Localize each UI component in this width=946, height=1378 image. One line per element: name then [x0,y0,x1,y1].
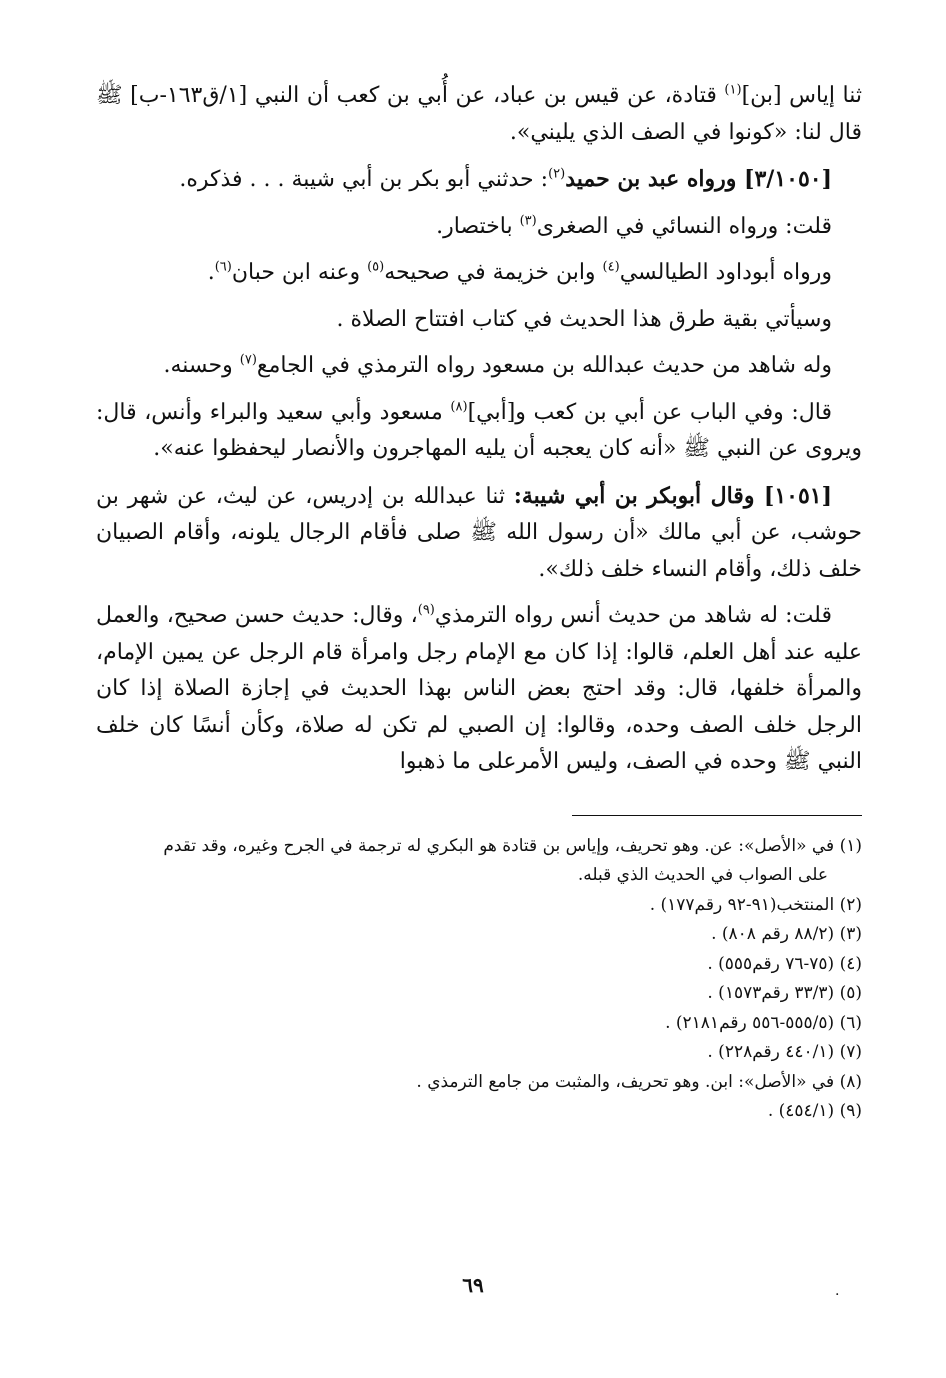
footnotes [96,832,862,1127]
text-run: ، وقال: حديث حسن صحيح، والعمل عليه عند أهل العلم، قالوا: إذا كان مع الإمام رجل وامرأة قام الرجل عن يمين الإمام، والمرأة خلفها، قال: وقد احتج بعض الناس بهذا الحديث في إجازة الصلاة إذا كان الرجل خلف الصف وحده، وقالوا: إن الصبي لم تكن له صلاة، وكأن أنسًا كان خلف النبي ﷺ وحده في الصف، وليس الأمرعلى ما ذهبوا [96,603,862,774]
footnote-line: (٢) المنتخب(٩١-٩٢ رقم١٧٧) . [649,894,862,915]
footnote-n7 [96,1038,862,1068]
paragraph-p8 [96,478,862,589]
footnote-n3 [96,920,862,950]
text-run: قلت: ورواه النسائي في الصغرى [536,213,832,239]
footnote-line: (٣) (٨٨/٢ رقم ٨٠٨) . [711,924,862,944]
footnote-n6 [96,1009,862,1039]
footnote-line: (١) في «الأصل»: عن. وهو تحريف، وإياس بن قتادة هو البكري له ترجمة في الجرح وغيره، وقد تقدم [163,835,862,856]
footnote-ref: (٧) [239,352,257,368]
footnote-line: (٨) في «الأصل»: ابن. وهو تحريف، والمثبت من جامع الترمذي . [416,1071,862,1092]
paragraph-p3 [96,209,862,246]
footnote-line: على الصواب في الحديث الذي قبله. [577,865,828,885]
text-run: قتادة، عن قيس بن عباد، عن أُبي بن كعب أن النبي [١/ق١٦٣-ب] ﷺ قال لنا: «كونوا في الصف الذي يليني». [96,83,862,145]
text-run: وعنه ابن حبان [231,260,368,285]
text-run: ثنا إياس [بن] [741,83,863,108]
footnote-n1 [96,832,862,891]
text-run: . [207,260,215,285]
text-run: باختصار. [436,213,520,239]
text-run: مسعود وأبي سعيد والبراء وأنس، قال: ويروى عن النبي ﷺ «أنه كان يعجبه أن يليه المهاجرون والأنصار ليحفظوا عنه». [96,399,862,461]
main-text [96,78,862,781]
text-run: قال: وفي الباب عن أبي بن كعب و[أبي] [467,399,832,425]
page-number: ٦٩ [462,1273,484,1297]
footnote-ref: (٨) [450,399,468,415]
footnote-separator [572,815,862,816]
paragraph-p5 [96,302,862,339]
footnote-n5 [96,979,862,1009]
footnote-n8 [96,1068,862,1098]
text-run: وابن خزيمة في صحيحه [384,260,603,285]
paragraph-p7 [96,395,862,468]
corner-mark: . [835,1283,840,1299]
paragraph-p6 [96,348,862,385]
text-run: وله شاهد من حديث عبدالله بن مسعود رواه الترمذي في الجامع [256,353,832,378]
footnote-line: (٦) (٥٥٥/٥-٥٥٦ رقم٢١٨١) . [665,1012,862,1033]
footnote-n4 [96,950,862,980]
footnote-ref: (٥) [367,259,385,275]
paragraph-p2 [96,161,862,199]
footnote-ref: (٤) [602,259,620,275]
footnote-line: (٥) (٣٣/٣ رقم١٥٧٣) . [707,983,862,1003]
footnote-n9 [96,1097,862,1127]
text-run: ورواه أبوداود الطيالسي [619,260,832,285]
footnote-ref: (٢) [548,166,566,182]
paragraph-p4 [96,255,862,292]
text-run: قلت: له شاهد من حديث أنس رواه الترمذي [434,603,832,628]
paragraph-p1 [96,78,862,151]
text-run: وسيأتي بقية طرق هذا الحديث في كتاب افتتاح الصلاة . [336,306,832,332]
hadith-heading: [٣/١٠٥٠] ورواه عبد بن حميد [565,166,832,192]
footnote-line: (٤) (٧٥-٧٦ رقم٥٥٥) . [707,953,862,974]
footnote-ref: (٦) [214,259,232,275]
hadith-heading: [١٠٥١] وقال أبوبكر بن أبي شيبة: [513,482,832,509]
footnote-ref: (١) [724,82,742,98]
text-run: : حدثني أبو بكر بن أبي شيبة . . . فذكره. [179,167,549,192]
text-run: وحسنه. [163,353,240,378]
footnote-n2 [96,891,862,921]
footnote-line: (٧) (٤٤٠/١ رقم٢٢٨) . [707,1042,862,1062]
footnote-line: (٩) (٤٥٤/١) . [767,1101,862,1121]
paragraph-p9 [96,598,862,781]
footnote-ref: (٣) [519,213,537,229]
text-run: ثنا عبدالله بن إدريس، عن ليث، عن شهر بن حوشب، عن أبي مالك «أن رسول الله ﷺ صلى فأقام الرجال يلونه، وأقام الصبيان خلف ذلك، وأقام النساء خلف ذلك». [96,483,862,582]
footnote-ref: (٩) [417,602,435,618]
